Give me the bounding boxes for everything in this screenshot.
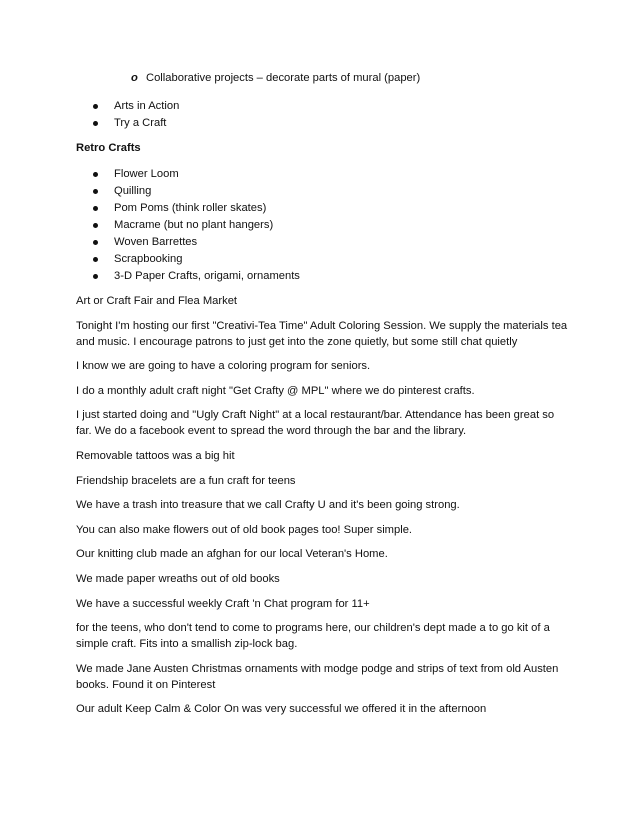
list-item bbox=[91, 166, 568, 183]
paragraph: You can also make flowers out of old book pages too! Super simple. bbox=[76, 523, 413, 536]
document-content bbox=[76, 70, 568, 726]
paragraph: Our knitting club made an afghan for our local Veteran's Home. bbox=[76, 548, 388, 561]
list-item bbox=[91, 200, 568, 217]
section-heading: Retro Crafts bbox=[76, 142, 141, 154]
list-item-text: Pom Poms (think roller skates) bbox=[114, 202, 267, 214]
list-item bbox=[91, 268, 568, 285]
paragraph: for the teens, who don't tend to come to programs here, our children's dept made a to go kit of a simple craft. Fits into a smallish zip-lock bag. bbox=[76, 622, 550, 651]
paragraph: Art or Craft Fair and Flea Market bbox=[76, 295, 238, 307]
paragraph: We made paper wreaths out of old books bbox=[76, 572, 280, 585]
paragraph: We have a successful weekly Craft 'n Chat program for 11+ bbox=[76, 597, 370, 610]
bullet-icon bbox=[93, 172, 98, 177]
list-item-text: Quilling bbox=[114, 185, 152, 197]
list-item-text: 3-D Paper Crafts, origami, ornaments bbox=[114, 270, 300, 282]
paragraph: I just started doing and "Ugly Craft Night" at a local restaurant/bar. Attendance has been great so far. We do a facebook event to spread the word through the bar and the library. bbox=[76, 409, 555, 438]
retro-crafts-list bbox=[76, 166, 568, 285]
sub-bullet-item bbox=[131, 70, 568, 86]
paragraph: Removable tattoos was a big hit bbox=[76, 449, 235, 462]
paragraph: We made Jane Austen Christmas ornaments with modge podge and strips of text from old Austen books. Found it on Pinterest bbox=[76, 662, 559, 691]
hollow-circle-bullet-icon: o bbox=[131, 72, 138, 84]
paragraph: I do a monthly adult craft night "Get Crafty @ MPL" where we do pinterest crafts. bbox=[76, 384, 475, 397]
program-list bbox=[76, 98, 568, 132]
bullet-icon bbox=[93, 223, 98, 228]
paragraph: I know we are going to have a coloring program for seniors. bbox=[76, 360, 371, 373]
bullet-icon bbox=[93, 121, 98, 126]
list-item-text: Woven Barrettes bbox=[114, 236, 198, 248]
list-item-text: Arts in Action bbox=[114, 100, 180, 112]
bullet-icon bbox=[93, 189, 98, 194]
bullet-icon bbox=[93, 104, 98, 109]
bullet-icon bbox=[93, 257, 98, 262]
list-item-text: Try a Craft bbox=[114, 117, 167, 129]
list-item bbox=[91, 183, 568, 200]
sub-bullet-text: Collaborative projects – decorate parts of mural (paper) bbox=[146, 72, 421, 84]
list-item bbox=[91, 98, 568, 115]
list-item bbox=[91, 234, 568, 251]
bullet-icon bbox=[93, 240, 98, 245]
bullet-icon bbox=[93, 206, 98, 211]
bullet-icon bbox=[93, 274, 98, 279]
paragraph: Our adult Keep Calm & Color On was very successful we offered it in the afternoon bbox=[76, 703, 487, 716]
list-item bbox=[91, 217, 568, 234]
list-item bbox=[91, 251, 568, 268]
list-item-text: Flower Loom bbox=[114, 168, 179, 180]
paragraph: Friendship bracelets are a fun craft for teens bbox=[76, 474, 296, 487]
list-item-text: Scrapbooking bbox=[114, 253, 183, 265]
list-item-text: Macrame (but no plant hangers) bbox=[114, 219, 274, 231]
paragraph: We have a trash into treasure that we call Crafty U and it's been going strong. bbox=[76, 499, 460, 512]
paragraph: Tonight I'm hosting our first "Creativi-Tea Time" Adult Coloring Session. We supply the materials tea and music. I encourage patrons to just get into the zone quietly, but some still chat quietly bbox=[76, 319, 568, 348]
list-item bbox=[91, 115, 568, 132]
